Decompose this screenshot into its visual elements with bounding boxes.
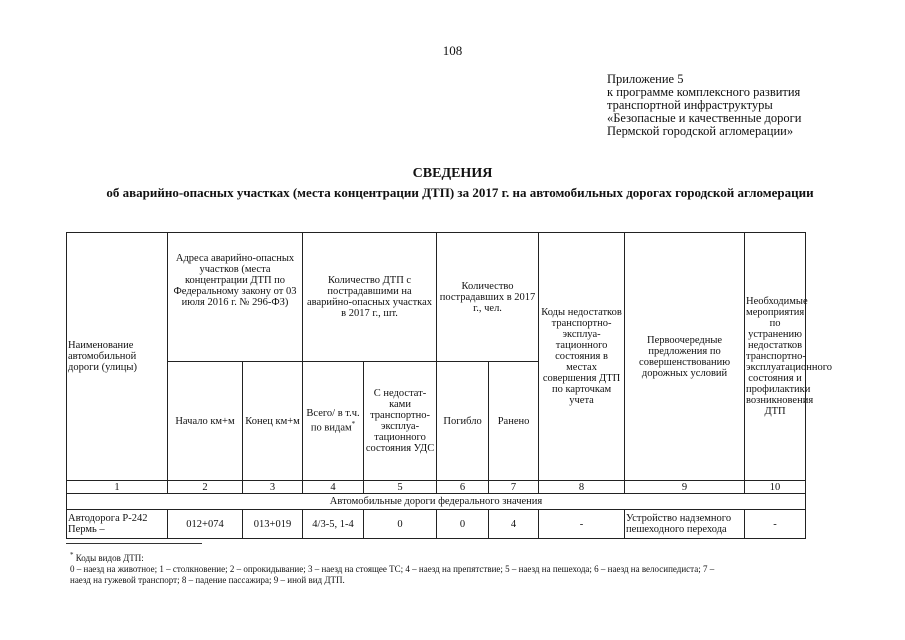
cell-codes: -	[539, 510, 625, 539]
header-end-km: Конец км+м	[243, 362, 303, 481]
cell-total: 4/3-5, 1-4	[303, 510, 364, 539]
footnote-marker: *	[70, 551, 74, 559]
appendix-line: Приложение 5	[607, 72, 684, 86]
header-row-top	[67, 233, 806, 362]
cell-killed: 0	[437, 510, 489, 539]
section-row	[67, 494, 806, 510]
appendix-line: транспортной инфраструктуры	[607, 98, 773, 112]
footnote-line: наезд на гужевой транспорт; 8 – падение пассажира; 9 – иной вид ДТП.	[70, 575, 345, 585]
cell-measures: -	[745, 510, 806, 539]
header-total-by-type	[303, 362, 364, 481]
cell-with-deficiencies: 0	[364, 510, 437, 539]
header-deficiency-codes: Коды недостатков транспортно-эксплуа-тационного состояния в местах совершения ДТП по карточкам учета	[539, 233, 625, 481]
footnote	[70, 550, 860, 586]
column-number: 2	[168, 481, 243, 494]
column-number: 6	[437, 481, 489, 494]
footnote-heading: Коды видов ДТП:	[75, 553, 144, 563]
column-number: 9	[625, 481, 745, 494]
column-number: 5	[364, 481, 437, 494]
appendix-line: Пермской городской агломерации»	[607, 124, 794, 138]
table-row	[67, 510, 806, 539]
header-road-name: Наименование автомобильной дороги (улицы)	[67, 233, 168, 481]
cell-injured: 4	[489, 510, 539, 539]
column-number: 4	[303, 481, 364, 494]
header-victims-count: Количество пострадавших в 2017 г., чел.	[437, 233, 539, 362]
column-number: 7	[489, 481, 539, 494]
footnote-divider	[66, 543, 202, 544]
column-number: 8	[539, 481, 625, 494]
column-number: 10	[745, 481, 806, 494]
header-priority-proposals: Первоочередные предложения по совершенствованию дорожных условий	[625, 233, 745, 481]
footnote-marker: *	[351, 420, 356, 429]
accident-sites-table	[66, 232, 833, 539]
header-addresses: Адреса аварийно-опасных участков (места концентрации ДТП по Федеральному закону от 03 июля 2016 г. № 296-ФЗ)	[168, 233, 303, 362]
cell-start-km: 012+074	[168, 510, 243, 539]
document-subtitle: об аварийно-опасных участках (места концентрации ДТП) за 2017 г. на автомобильных дорогах городской агломерации	[106, 185, 814, 200]
appendix-line: к программе комплексного развития	[607, 85, 801, 99]
header-killed: Погибло	[437, 362, 489, 481]
footnote-line: 0 – наезд на животное; 1 – столкновение; 2 – опрокидывание; 3 – наезд на стоящее ТС; 4 – наезд на препятствие; 5 – наезд на пешехода; 6 – наезд на велосипедиста; 7 –	[70, 564, 715, 574]
section-title: Автомобильные дороги федерального значения	[67, 494, 806, 510]
appendix-note	[607, 73, 801, 138]
page-number: 108	[442, 43, 463, 58]
header-with-deficiencies: С недостат-ками транспортно-эксплуа-тационного состояния УДС	[364, 362, 437, 481]
column-number: 3	[243, 481, 303, 494]
header-start-km: Начало км+м	[168, 362, 243, 481]
header-injured: Ранено	[489, 362, 539, 481]
header-required-measures: Необходимые мероприятия по устранению недостатков транспортно-эксплуатационного состояния и профилактики возникновения ДТП	[745, 233, 806, 481]
cell-proposals: Устройство надземного пешеходного перехода	[625, 510, 745, 539]
column-number-row	[67, 481, 806, 494]
header-total-by-type-label: Всего/ в т.ч. по видам	[306, 408, 360, 434]
document-title: СВЕДЕНИЯ	[412, 166, 493, 181]
appendix-line: «Безопасные и качественные дороги	[607, 111, 802, 125]
column-number: 1	[67, 481, 168, 494]
cell-end-km: 013+019	[243, 510, 303, 539]
cell-road: Автодорога Р-242 Пермь –	[67, 510, 168, 539]
header-accidents-count: Количество ДТП с пострадавшими на аварийно-опасных участках в 2017 г., шт.	[303, 233, 437, 362]
